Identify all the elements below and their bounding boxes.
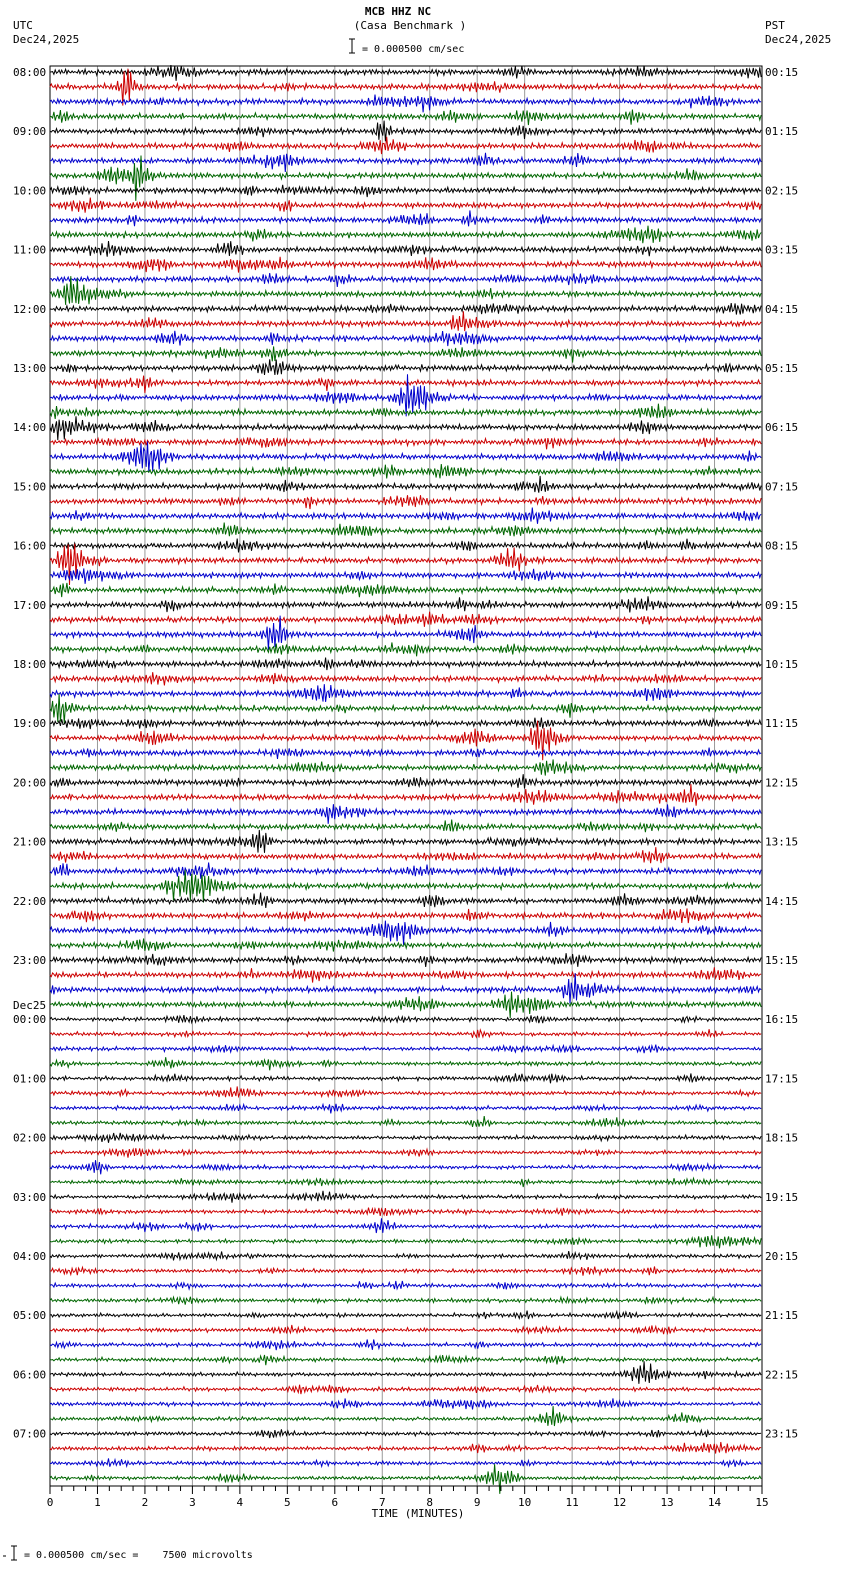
seismic-trace	[50, 1339, 761, 1350]
seismic-trace	[50, 226, 761, 244]
seismic-trace	[50, 1057, 761, 1070]
seismic-trace	[50, 495, 761, 509]
utc-hour-label: 08:00	[13, 66, 47, 79]
utc-hour-label: 02:00	[13, 1131, 47, 1145]
seismic-trace	[50, 718, 761, 730]
scale-bar-icon	[349, 39, 355, 53]
pst-hour-label: 23:15	[765, 1427, 799, 1441]
x-tick-label: 12	[612, 1496, 627, 1509]
seismic-trace	[50, 847, 761, 863]
utc-hour-label: 01:00	[13, 1072, 47, 1086]
pst-hour-label: 18:15	[765, 1131, 799, 1145]
pst-hour-label: 14:15	[765, 894, 799, 908]
pst-hour-label: 12:15	[765, 776, 799, 790]
seismic-trace	[50, 804, 761, 824]
seismic-trace	[50, 774, 761, 788]
pst-hour-label: 08:15	[765, 539, 799, 553]
seismic-trace	[50, 759, 761, 775]
utc-hour-label: 19:00	[13, 717, 47, 731]
seismic-trace	[50, 110, 761, 126]
pst-hour-label: 19:15	[765, 1190, 799, 1204]
seismic-trace	[50, 830, 761, 853]
x-tick-label: 2	[141, 1496, 149, 1509]
x-tick-label: 0	[46, 1496, 54, 1509]
seismic-trace	[50, 273, 761, 287]
pst-hour-label: 01:15	[765, 125, 799, 139]
scale-label: = 0.000500 cm/sec	[362, 44, 465, 55]
pst-hour-label: 15:15	[765, 954, 799, 967]
utc-hour-label: 11:00	[13, 243, 47, 257]
seismic-trace	[50, 331, 761, 346]
seismic-trace	[50, 1104, 761, 1114]
seismic-trace	[50, 210, 761, 226]
seismic-trace	[50, 1385, 761, 1394]
seismic-trace	[50, 65, 761, 81]
seismic-trace	[50, 1133, 761, 1143]
utc-hour-label: 10:00	[13, 184, 47, 198]
seismic-trace	[50, 1116, 761, 1127]
pst-hour-label: 16:15	[765, 1013, 799, 1027]
seismic-trace	[50, 1235, 761, 1248]
seismic-trace	[50, 1281, 761, 1290]
seismic-trace	[50, 1251, 761, 1260]
seismic-trace	[50, 1442, 761, 1454]
seismic-trace	[50, 893, 761, 908]
x-tick-label: 7	[378, 1496, 386, 1509]
seismic-trace	[50, 359, 761, 375]
seismic-trace	[50, 241, 761, 257]
x-tick-label: 13	[660, 1496, 674, 1509]
utc-hour-label: 00:00	[13, 1013, 47, 1027]
utc-hour-label: 12:00	[13, 302, 47, 316]
seismic-trace	[50, 544, 761, 585]
seismic-trace	[50, 1325, 761, 1334]
x-tick-label: 10	[518, 1496, 532, 1509]
seismic-trace	[50, 953, 761, 967]
utc-hour-label: 15:00	[13, 480, 47, 494]
pst-hour-label: 21:15	[765, 1309, 799, 1323]
utc-hour-label: 18:00	[13, 658, 47, 671]
x-tick-label: 1	[94, 1496, 101, 1509]
seismic-trace	[50, 1148, 761, 1158]
pst-hour-label: 20:15	[765, 1250, 799, 1263]
seismic-trace	[50, 939, 761, 952]
utc-hour-label: 06:00	[13, 1368, 47, 1382]
seismic-trace	[50, 658, 761, 671]
x-tick-label: 5	[284, 1496, 291, 1509]
utc-hour-label: 14:00	[13, 421, 47, 435]
seismic-trace	[50, 921, 761, 945]
utc-hour-label: 04:00	[13, 1250, 47, 1263]
utc-hour-label: 23:00	[13, 954, 47, 967]
pst-hour-label: 04:15	[765, 302, 799, 316]
seismic-trace	[50, 376, 761, 393]
x-tick-label: 9	[473, 1496, 481, 1509]
utc-date-label: Dec24,2025	[13, 33, 80, 46]
seismic-trace	[50, 908, 761, 923]
seismic-trace	[50, 1015, 761, 1023]
seismic-trace	[50, 967, 761, 982]
seismic-trace	[50, 1361, 761, 1384]
seismic-trace	[50, 672, 761, 685]
utc-hour-label: 07:00	[13, 1427, 47, 1441]
seismic-trace	[50, 784, 761, 806]
utc-hour-label: 17:00	[13, 598, 47, 612]
seismic-trace	[50, 476, 761, 493]
x-tick-label: 8	[426, 1496, 434, 1509]
pst-zone-label: PST	[765, 19, 785, 32]
seismic-trace	[50, 863, 761, 879]
seismic-trace	[50, 153, 761, 172]
seismic-trace	[50, 1045, 761, 1054]
seismic-trace	[50, 568, 761, 583]
seismic-trace	[50, 508, 761, 524]
seismic-trace	[50, 596, 761, 612]
pst-date-label: Dec24,2025	[765, 33, 832, 46]
x-tick-label: 6	[331, 1496, 339, 1509]
pst-hour-label: 05:15	[765, 362, 799, 375]
seismic-trace	[50, 1073, 761, 1083]
seismic-trace	[50, 1406, 761, 1426]
x-tick-label: 15	[755, 1496, 769, 1509]
utc-hour-label: 20:00	[13, 776, 47, 790]
x-tick-label: 4	[236, 1496, 244, 1509]
seismic-trace	[50, 1160, 761, 1174]
pst-hour-label: 06:15	[765, 421, 799, 435]
footer-scale-icon	[3, 1546, 17, 1560]
seismic-trace	[50, 137, 761, 154]
x-axis	[47, 1486, 769, 1509]
utc-zone-label: UTC	[13, 19, 33, 32]
seismic-trace	[50, 1087, 761, 1098]
seismic-trace	[50, 1218, 761, 1233]
footer-scale-label: = 0.000500 cm/sec = 7500 microvolts	[24, 1550, 253, 1561]
seismic-trace	[50, 684, 761, 702]
seismic-trace	[50, 95, 761, 113]
seismic-trace	[50, 539, 761, 553]
pst-hour-label: 17:15	[765, 1072, 799, 1086]
seismic-trace	[50, 121, 761, 142]
seismic-trace	[50, 1398, 761, 1409]
x-tick-label: 11	[565, 1496, 579, 1509]
seismic-trace	[50, 992, 761, 1018]
seismic-trace	[50, 1355, 761, 1365]
pst-hour-label: 07:15	[765, 480, 799, 494]
seismic-trace	[50, 311, 761, 331]
utc-hour-label: 16:00	[13, 539, 47, 553]
utc-hour-label: 05:00	[13, 1309, 47, 1323]
pst-hour-label: 03:15	[765, 243, 799, 257]
seismic-trace	[50, 198, 761, 213]
pst-hour-label: 09:15	[765, 598, 799, 612]
station-title: MCB HHZ NC	[364, 5, 432, 18]
seismic-trace	[50, 1178, 761, 1187]
seismic-trace	[50, 441, 761, 472]
seismic-trace	[50, 1458, 761, 1466]
pst-hour-label: 13:15	[765, 835, 799, 849]
seismic-trace	[50, 523, 761, 537]
pst-hour-label: 10:15	[765, 658, 799, 671]
seismic-trace	[50, 1208, 761, 1216]
seismic-trace	[50, 464, 761, 478]
seismic-trace	[50, 642, 761, 656]
utc-hour-label: 13:00	[13, 362, 47, 375]
seismic-trace	[50, 1311, 761, 1319]
seismic-trace	[50, 694, 761, 724]
seismic-trace	[50, 1029, 761, 1038]
trace-group	[50, 65, 761, 1494]
seismic-trace	[50, 438, 761, 450]
seismic-trace	[50, 583, 761, 597]
pst-hour-label: 11:15	[765, 717, 799, 731]
utc-hour-label: 22:00	[13, 894, 47, 908]
x-tick-label: 3	[189, 1496, 196, 1509]
pst-hour-label: 00:15	[765, 66, 799, 79]
utc-hour-label: 21:00	[13, 835, 47, 849]
utc-hour-label: 03:00	[13, 1190, 47, 1204]
seismic-trace	[50, 346, 761, 362]
x-axis-title: TIME (MINUTES)	[371, 1507, 465, 1520]
seismic-trace	[50, 1267, 761, 1276]
x-tick-label: 14	[707, 1496, 722, 1509]
seismic-trace	[50, 257, 761, 273]
seismic-trace	[50, 185, 761, 197]
seismic-trace	[50, 1429, 761, 1438]
seismic-trace	[50, 416, 761, 440]
pst-hour-label: 22:15	[765, 1368, 799, 1382]
seismic-trace	[50, 1191, 761, 1203]
seismic-trace	[50, 303, 761, 315]
seismic-trace	[50, 820, 761, 833]
date-change-label: Dec25	[13, 999, 47, 1013]
pst-hour-label: 02:15	[765, 184, 799, 198]
station-location: (Casa Benchmark )	[353, 19, 467, 32]
seismic-trace	[50, 612, 761, 627]
seismic-trace	[50, 1297, 761, 1305]
utc-hour-label: 09:00	[13, 125, 47, 139]
seismic-trace	[50, 748, 761, 759]
